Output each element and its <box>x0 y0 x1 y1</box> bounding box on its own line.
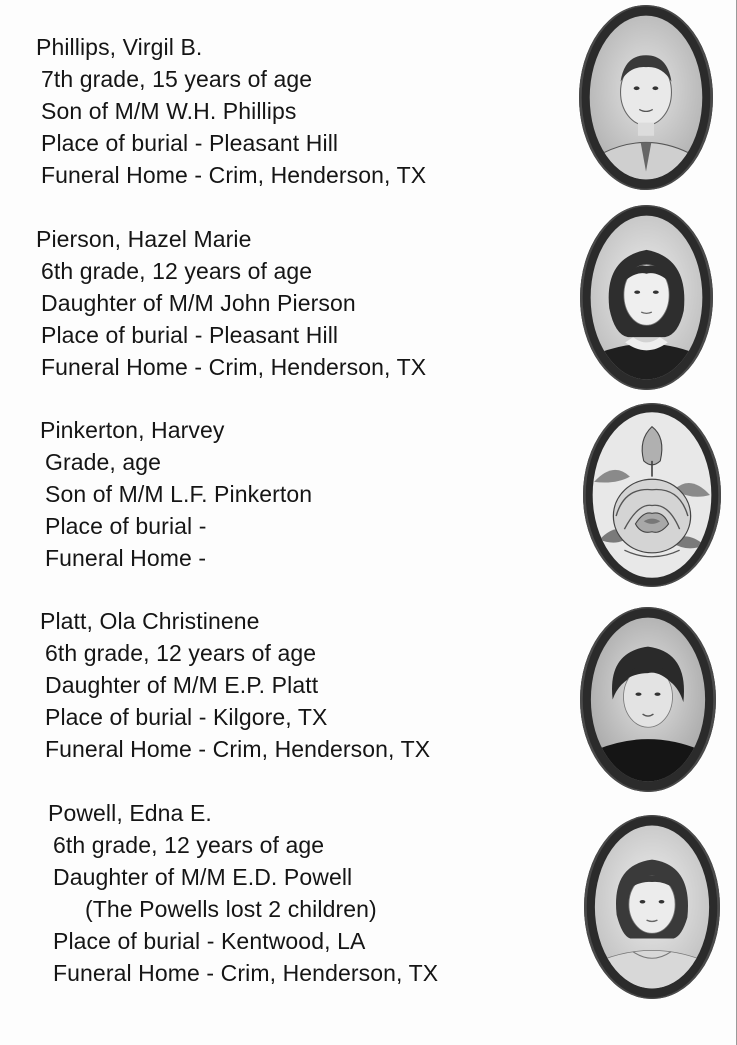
entry-burial: Place of burial - Kilgore, TX <box>45 704 328 730</box>
entry-note: (The Powells lost 2 children) <box>85 896 377 922</box>
entry-grade: 6th grade, 12 years of age <box>45 640 317 666</box>
entry-funeral-home: Funeral Home - Crim, Henderson, TX <box>41 354 427 380</box>
entry-name: Pierson, Hazel Marie <box>36 226 252 252</box>
girl-portrait-icon <box>580 607 716 792</box>
entry-parents: Son of M/M W.H. Phillips <box>41 98 297 124</box>
memorial-entry <box>36 31 426 191</box>
entry-grade: 7th grade, 15 years of age <box>41 66 313 92</box>
entry-funeral-home: Funeral Home - Crim, Henderson, TX <box>45 736 431 762</box>
entry-parents: Son of M/M L.F. Pinkerton <box>45 481 313 507</box>
entry-name: Platt, Ola Christinene <box>40 608 260 634</box>
entry-funeral-home: Funeral Home - Crim, Henderson, TX <box>41 162 427 188</box>
girl-portrait-icon <box>580 205 713 390</box>
girl-portrait-icon <box>584 815 720 999</box>
entry-burial: Place of burial - Kentwood, LA <box>53 928 366 954</box>
memorial-entry <box>48 797 438 989</box>
boy-portrait-icon <box>579 5 713 190</box>
entry-funeral-home: Funeral Home - <box>45 545 207 571</box>
entry-name: Phillips, Virgil B. <box>36 34 203 60</box>
memorial-entry <box>36 223 426 383</box>
entry-parents: Daughter of M/M John Pierson <box>41 290 356 316</box>
entry-parents: Daughter of M/M E.P. Platt <box>45 672 319 698</box>
memorial-entry <box>40 414 312 574</box>
entry-grade: 6th grade, 12 years of age <box>41 258 313 284</box>
entry-name: Pinkerton, Harvey <box>40 417 225 443</box>
entry-name: Powell, Edna E. <box>48 800 212 826</box>
entry-parents: Daughter of M/M E.D. Powell <box>53 864 353 890</box>
rose-icon <box>583 403 721 587</box>
entry-grade: 6th grade, 12 years of age <box>53 832 325 858</box>
entry-grade: Grade, age <box>45 449 162 475</box>
entry-burial: Place of burial - Pleasant Hill <box>41 322 339 348</box>
entry-burial: Place of burial - <box>45 513 207 539</box>
memorial-entry <box>40 605 430 765</box>
entry-burial: Place of burial - Pleasant Hill <box>41 130 339 156</box>
entry-funeral-home: Funeral Home - Crim, Henderson, TX <box>53 960 439 986</box>
